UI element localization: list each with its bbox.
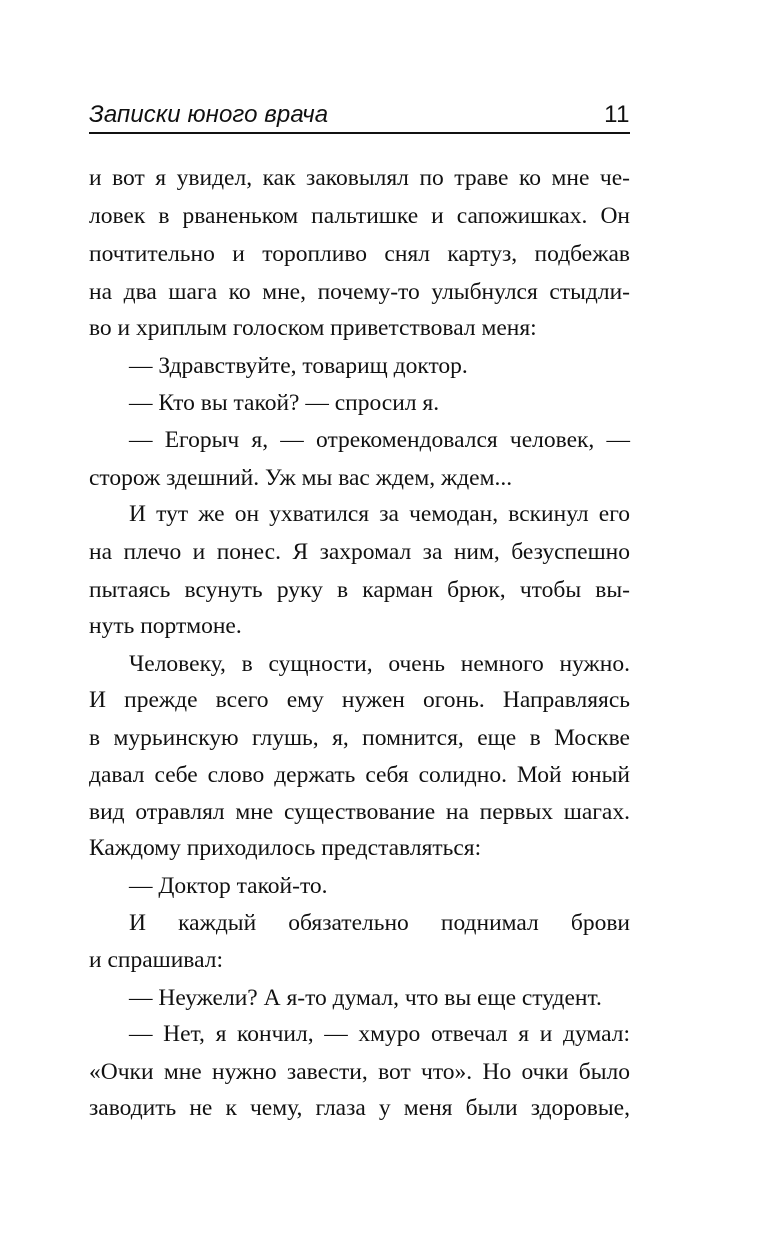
text-line: ловек в рваненьком пальтишке и сапожишках. Он bbox=[89, 203, 630, 229]
text-line: и спрашивал: bbox=[89, 947, 223, 973]
dialogue-line: — Нет, я кончил, — хмуро отвечал я и думал: bbox=[129, 1021, 630, 1047]
paragraph-start-line: Человеку, в сущности, очень немного нужно. bbox=[129, 651, 630, 677]
dialogue-line: — Егорыч я, — отрекомендовался человек, — bbox=[129, 427, 630, 453]
text-line: заводить не к чему, глаза у меня были здоровые, bbox=[89, 1095, 630, 1121]
text-line: пытаясь всунуть руку в карман брюк, чтобы вы- bbox=[89, 577, 630, 603]
text-line: «Очки мне нужно завести, вот что». Но очки было bbox=[89, 1059, 630, 1085]
page-number: 11 bbox=[604, 101, 630, 128]
text-line: на два шага ко мне, почему-то улыбнулся стыдли- bbox=[89, 279, 630, 305]
text-line: во и хриплым голоском приветствовал меня: bbox=[89, 315, 537, 341]
dialogue-line: — Неужели? А я-то думал, что вы еще студент. bbox=[129, 985, 602, 1011]
book-title: Записки юного врача bbox=[89, 101, 329, 128]
text-line: на плечо и понес. Я захромал за ним, безуспешно bbox=[89, 539, 630, 565]
running-head bbox=[89, 98, 630, 134]
text-line: нуть портмоне. bbox=[89, 613, 242, 639]
text-line: почтительно и торопливо снял картуз, подбежав bbox=[89, 241, 630, 267]
text-line: И прежде всего ему нужен огонь. Направляясь bbox=[89, 687, 630, 713]
text-line: в мурьинскую глушь, я, помнится, еще в Москве bbox=[89, 725, 630, 751]
dialogue-line: — Кто вы такой? — спросил я. bbox=[129, 390, 440, 416]
paragraph-start-line: И тут же он ухватился за чемодан, вскинул его bbox=[129, 501, 630, 527]
text-line: давал себе слово держать себя солидно. Мой юный bbox=[89, 762, 630, 788]
text-line: сторож здешний. Уж мы вас ждем, ждем... bbox=[89, 465, 513, 491]
text-line: и вот я увидел, как заковылял по траве ко мне че- bbox=[89, 165, 630, 191]
text-line: вид отравлял мне существование на первых шагах. bbox=[89, 799, 630, 825]
dialogue-line: — Доктор такой-то. bbox=[129, 873, 328, 899]
paragraph-start-line: И каждый обязательно поднимал брови bbox=[129, 910, 630, 936]
text-line: Каждому приходилось представляться: bbox=[89, 835, 482, 861]
dialogue-line: — Здравствуйте, товарищ доктор. bbox=[129, 353, 468, 379]
